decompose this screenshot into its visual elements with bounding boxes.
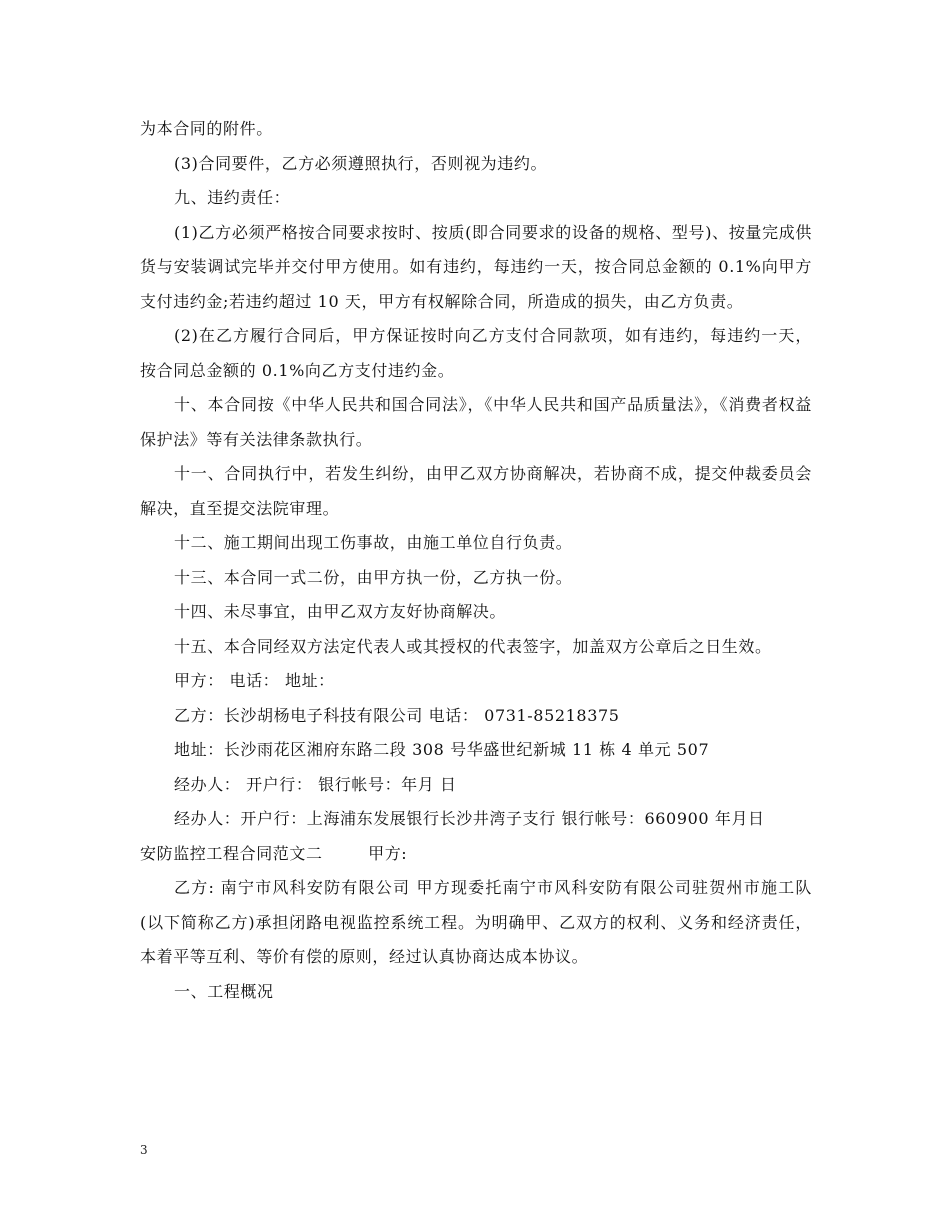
document-body [140, 112, 812, 1009]
bank-line: 经办人：开户行：上海浦东发展银行长沙井湾子支行 银行帐号：660900 年月日 [174, 809, 765, 828]
handler-line: 经办人： 开户行： 银行帐号：年月 日 [174, 774, 457, 794]
address-line: 地址：长沙雨花区湘府东路二段 308 号华盛世纪新城 11 栋 4 单元 507 [174, 740, 710, 759]
paragraph: 十一、合同执行中，若发生纠纷，由甲乙双方协商解决，若协商不成，提交仲裁委员会解决，直至提交法院审理。 [140, 464, 812, 518]
paragraph: (1)乙方必须严格按合同要求按时、按质(即合同要求的设备的规格、型号)、按量完成供货与安装调试完毕并交付甲方使用。如有违约，每违约一天，按合同总金额的 0.1%向甲方支付违约金;若违约超过 10 天，甲方有权解除合同，所造成的损失，由乙方负责。 [140, 222, 812, 311]
party-b-line: 乙方：长沙胡杨电子科技有限公司 电话： 0731-85218375 [174, 705, 620, 725]
paragraph: 乙方: 南宁市风科安防有限公司 甲方现委托南宁市风科安防有限公司驻贺州市施工队(以下简称乙方)承担闭路电视监控系统工程。为明确甲、乙双方的权利、义务和经济责任，本着平等互利、等价有偿的原则，经过认真协商达成本协议。 [140, 878, 812, 966]
paragraph: (3)合同要件，乙方必须遵照执行，否则视为违约。 [174, 153, 548, 173]
paragraph: (2)在乙方履行合同后，甲方保证按时向乙方支付合同款项，如有违约，每违约一天，按合同总金额的 0.1%向乙方支付违约金。 [140, 326, 812, 380]
paragraph: 十五、本合同经双方法定代表人或其授权的代表签字，加盖双方公章后之日生效。 [174, 636, 772, 656]
paragraph: 十三、本合同一式二份，由甲方执一份，乙方执一份。 [174, 567, 573, 587]
paragraph: 十二、施工期间出现工伤事故，由施工单位自行负责。 [174, 533, 573, 552]
section-heading: 一、工程概况 [174, 981, 274, 1001]
section-heading: 九、违约责任： [174, 188, 291, 207]
paragraph: 为本合同的附件。 [140, 119, 273, 138]
paragraph: 十、本合同按《中华人民共和国合同法》，《中华人民共和国产品质量法》，《消费者权益保护法》等有关法律条款执行。 [140, 395, 812, 449]
page-number: 3 [140, 1143, 148, 1157]
party-a-line: 甲方： 电话： 地址： [174, 671, 335, 690]
paragraph: 十四、未尽事宜，由甲乙双方友好协商解决。 [174, 602, 507, 621]
section-title: 安防监控工程合同范文二 甲方: [140, 843, 408, 863]
